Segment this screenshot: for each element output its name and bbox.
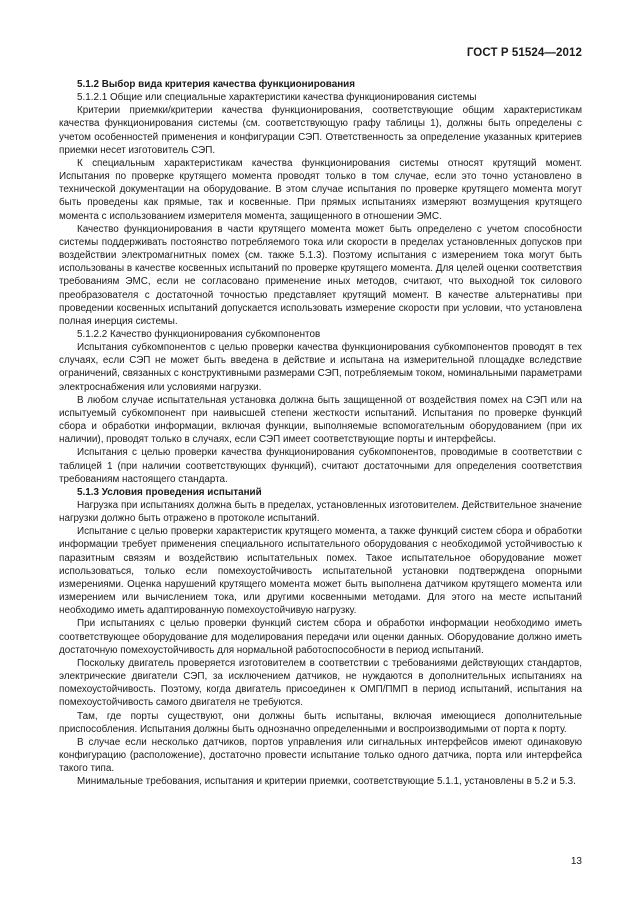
paragraph: Качество функционирования в части крутящего момента может быть определено с учетом способности системы поддерживать постоянство потребляемого тока или скорости в пределах установленных допусков при воздействии электромагнитных помех (см. также 5.1.3). Поэтому испытания с измерением тока могут быть использованы в качестве косвенных испытаний по проверке крутящего момента. Для целей оценки соответствия требованиям ЭМС, если не согласовано применение иных методов, считают, что выходной ток силового преобразователя с достаточной точностью представляет крутящий момент. В качестве альтернативы при проведении косвенных испытаний допускается использовать измерение скорости при условии, что установлена полная инерция системы.: [59, 223, 582, 327]
paragraph: В любом случае испытательная установка должна быть защищенной от воздействия помех на СЭП или на испытуемый субкомпонент при наивысшей степени жесткости испытаний. Испытания по проверке функций сбора и обработки информации, включая функции, выполняемые вспомогательным оборудованием (при их наличии), проводят только в случаях, если СЭП имеет соответствующие порты и интерфейсы.: [59, 394, 582, 446]
paragraph: Испытания с целью проверки качества функционирования субкомпонентов, проводимые в соответствии с таблицей 1 (при наличии соответствующих функций), считают достаточными для определения соответствия требованиям настоящего стандарта.: [59, 447, 582, 485]
paragraph: В случае если несколько датчиков, портов управления или сигнальных интерфейсов имеют одинаковую конфигурацию (расположение), достаточно провести испытание только одного датчика, порта или интерфейса такого типа.: [59, 736, 582, 775]
page-number: 13: [570, 856, 582, 867]
paragraph: Поскольку двигатель проверяется изготовителем в соответствии с требованиями действующих стандартов, электрические двигатели СЭП, за исключением датчиков, не нуждаются в дополнительных испытаниях на помехоустойчивость. Поэтому, когда двигатель присоединен к ОМП/ПМП в период испытаний, испытания на помехоустойчивость самого двигателя не требуются.: [59, 657, 582, 709]
paragraph: Там, где порты существуют, они должны быть испытаны, включая имеющиеся дополнительные приспособления. Испытания должны быть однозначно определенными и воспроизводимыми от порта к порту.: [59, 710, 582, 735]
paragraph: Испытания субкомпонентов с целью проверки качества функционирования субкомпонентов проводят в тех случаях, если СЭП не может быть введена в действие и испытана на измерительной площадке вследствие ограничений, связанных с конструктивными размерами СЭП, потребляемым током, номинальными параметрами электроснабжения или условиями нагрузки.: [59, 342, 582, 393]
subsection-title-5-1-2-1: 5.1.2.1 Общие или специальные характеристики качества функционирования системы: [77, 92, 477, 104]
section-heading-5-1-3: 5.1.3 Условия проведения испытаний: [77, 486, 262, 498]
paragraph: Критерии приемки/критерии качества функционирования, соответствующие общим характеристикам качества функционирования системы (см. соответствующую графу таблицы 1), должны быть определены с учетом особенностей применения и конфигурации СЭП. Ответственность за определение указанных критериев приемки несет изготовитель СЭП.: [59, 105, 582, 156]
paragraph: При испытаниях с целью проверки функций систем сбора и обработки информации необходимо иметь соответствующее оборудование для моделирования передачи или оценки данных. Оборудование должно иметь достаточную помехоустойчивость для нормальной работоспособности в период испытаний.: [59, 618, 582, 656]
section-heading-5-1-2: 5.1.2 Выбор вида критерия качества функционирования: [77, 79, 356, 90]
standard-header: ГОСТ Р 51524—2012: [466, 47, 582, 59]
paragraph: Нагрузка при испытаниях должна быть в пределах, установленных изготовителем. Действительное значение нагрузки должно быть отражено в протоколе испытаний.: [59, 500, 582, 525]
document-body: [59, 78, 582, 788]
paragraph: Испытание с целью проверки характеристик крутящего момента, а также функций систем сбора и обработки информации требует применения специального испытательного оборудования с необходимой устойчивостью к паразитным связям и воздействию испытательных помех. Такое испытательное оборудование может использоваться, только если помехоустойчивость испытательной установки подтверждена опорными измерениями. Оценка нарушений крутящего момента может быть выполнена датчиком крутящего момента или измерением или вычислением тока, или другими косвенными методами. Для этого на месте испытаний необходимо иметь адаптированную помехоустойчивую нагрузку.: [59, 526, 582, 617]
paragraph: К специальным характеристикам качества функционирования системы относят крутящий момент. Испытания по проверке крутящего момента проводят только в том случае, если это точно установлено в технической документации на оборудование. В этом случае испытания по проверке крутящего момента могут быть проведены как прямые, так и косвенные. При прямых испытаниях измеряют возмущения крутящего момента с использованием измерителя момента, защищенного в отношении ЭМС.: [59, 157, 582, 222]
subsection-title-5-1-2-2: 5.1.2.2 Качество функционирования субкомпонентов: [77, 328, 321, 340]
paragraph: Минимальные требования, испытания и критерии приемки, соответствующие 5.1.1, установлены в 5.2 и 5.3.: [77, 776, 576, 788]
